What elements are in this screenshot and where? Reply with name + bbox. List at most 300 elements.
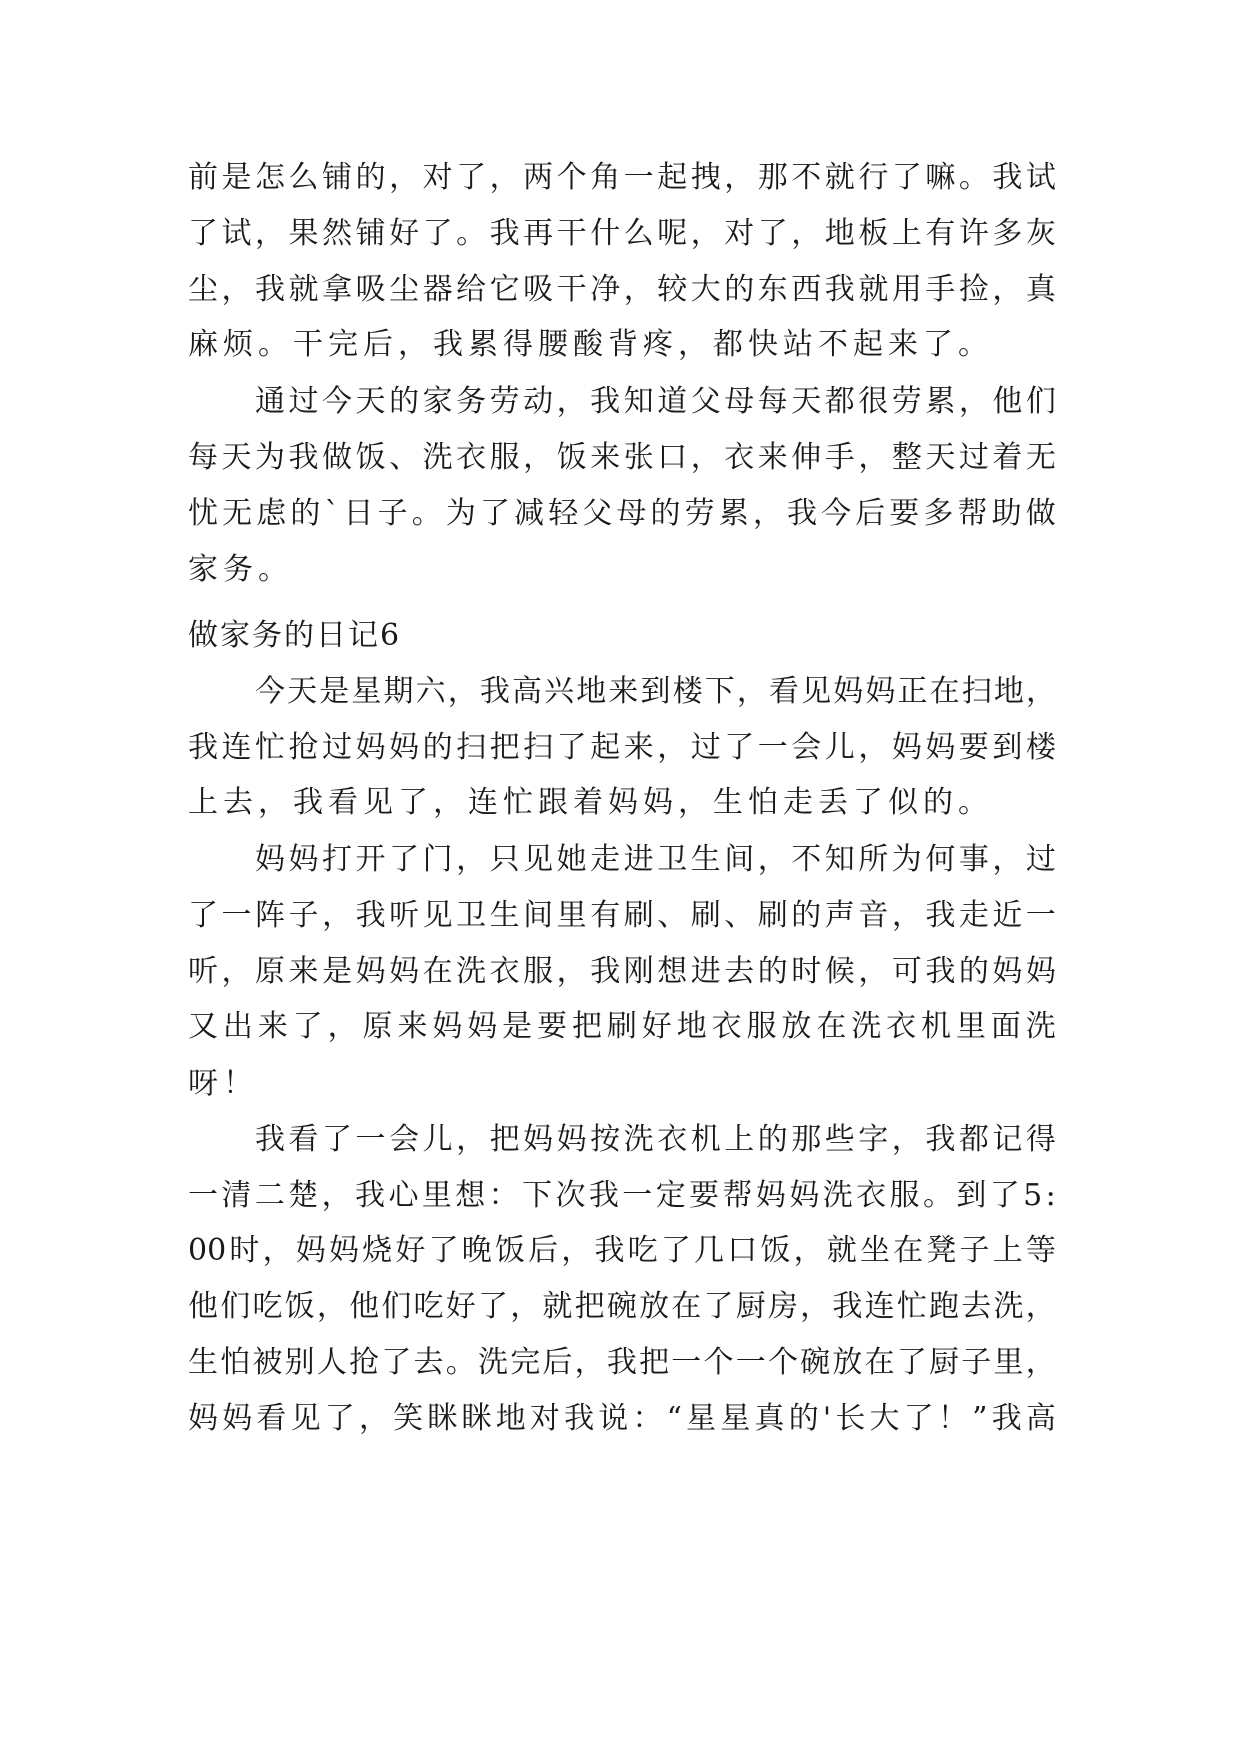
glyph: ， <box>523 440 554 475</box>
glyph: 的 <box>355 160 386 195</box>
glyph: 吃 <box>252 1289 283 1324</box>
glyph: 看 <box>256 1401 287 1436</box>
paragraph-4-line-1 <box>188 840 1056 880</box>
glyph: 一 <box>623 160 654 195</box>
glyph: 动 <box>523 384 554 419</box>
glyph: 一 <box>221 898 252 933</box>
glyph: 。 <box>411 496 442 531</box>
glyph: 把 <box>489 1122 520 1157</box>
glyph: ， <box>736 674 767 709</box>
glyph: 们 <box>381 1289 412 1324</box>
glyph: 楚 <box>288 1178 319 1213</box>
glyph: 我 <box>590 954 621 989</box>
glyph: 务 <box>456 384 487 419</box>
glyph: 了 <box>757 216 788 251</box>
glyph: 什 <box>590 216 621 251</box>
glyph: 劳 <box>891 384 922 419</box>
glyph: 在 <box>893 1233 924 1268</box>
glyph: 看 <box>769 674 799 709</box>
glyph: ， <box>800 1289 831 1324</box>
glyph: 。 <box>958 160 989 195</box>
glyph: 是 <box>221 160 252 195</box>
glyph: 刷 <box>690 898 721 933</box>
glyph: ， <box>724 160 755 195</box>
glyph: 想 <box>455 1178 486 1213</box>
glyph: 对 <box>422 160 453 195</box>
glyph: 帮 <box>722 1178 753 1213</box>
glyph: : <box>1045 1178 1056 1213</box>
glyph: 母 <box>616 496 647 531</box>
glyph: 过 <box>288 384 319 419</box>
glyph: 知 <box>623 384 654 419</box>
glyph: 在 <box>816 1009 847 1044</box>
glyph: ， <box>456 842 487 877</box>
glyph: 的 <box>788 1401 819 1436</box>
glyph: ， <box>556 384 587 419</box>
glyph: 灰 <box>1025 216 1056 251</box>
glyph: 妈 <box>432 1009 463 1044</box>
glyph: 过 <box>690 730 721 765</box>
glyph: 张 <box>623 440 654 475</box>
paragraph-3-line-1 <box>188 672 1056 712</box>
glyph: 衣 <box>856 1178 887 1213</box>
glyph: 候 <box>824 954 855 989</box>
glyph: ： <box>632 1401 663 1436</box>
glyph: 来 <box>623 730 654 765</box>
glyph: 要 <box>537 1009 568 1044</box>
glyph: 是 <box>322 954 353 989</box>
glyph: 都 <box>958 1122 989 1157</box>
glyph: 是 <box>502 1009 533 1044</box>
glyph: 了 <box>479 496 510 531</box>
glyph: 手 <box>925 272 956 307</box>
glyph: 见 <box>523 842 554 877</box>
glyph: 衣 <box>456 440 487 475</box>
glyph: 许 <box>958 216 989 251</box>
glyph: 抢 <box>288 730 319 765</box>
glyph: 了 <box>381 1345 412 1380</box>
glyph: 饭 <box>355 440 386 475</box>
glyph: 二 <box>254 1178 285 1213</box>
glyph: 子 <box>961 1345 992 1380</box>
glyph: 机 <box>690 1122 721 1157</box>
glyph: 两 <box>523 160 554 195</box>
glyph: 忙 <box>896 1289 927 1324</box>
glyph: 不 <box>791 842 822 877</box>
glyph: 厨 <box>735 1289 766 1324</box>
glyph: 的 <box>757 954 788 989</box>
paragraph-5-line-6 <box>188 1399 1056 1439</box>
glyph: 说 <box>598 1401 629 1436</box>
glyph: 。 <box>922 1178 953 1213</box>
glyph: 嘛 <box>925 160 956 195</box>
glyph: 了 <box>703 1289 734 1324</box>
paragraph-4-line-5: 呀！ <box>188 1066 258 1101</box>
glyph: 的 <box>757 1122 788 1157</box>
glyph: 再 <box>523 216 554 251</box>
glyph: 角 <box>590 160 621 195</box>
glyph: 间 <box>724 842 755 877</box>
glyph: 今 <box>255 674 285 709</box>
glyph: 我 <box>255 1122 285 1157</box>
glyph: 就 <box>826 1233 857 1268</box>
glyph: 兴 <box>544 674 575 709</box>
glyph: 上 <box>992 1233 1023 1268</box>
glyph: 助 <box>991 496 1022 531</box>
glyph: 出 <box>222 1009 253 1044</box>
glyph: ` <box>324 496 340 531</box>
glyph: 人 <box>316 1345 347 1380</box>
glyph: 怕 <box>220 1345 251 1380</box>
glyph: 生 <box>188 1345 218 1380</box>
glyph: 有 <box>925 216 956 251</box>
glyph: 面 <box>990 1009 1021 1044</box>
glyph: 我 <box>564 1401 595 1436</box>
glyph: 地 <box>993 674 1024 709</box>
glyph: 衣 <box>711 1009 742 1044</box>
glyph: 在 <box>864 1345 895 1380</box>
glyph: 尘 <box>389 272 420 307</box>
glyph: 在 <box>422 954 453 989</box>
glyph: 我 <box>991 1401 1022 1436</box>
glyph: 地 <box>576 674 607 709</box>
glyph: 打 <box>322 842 353 877</box>
glyph: ， <box>561 1233 592 1268</box>
glyph: 连 <box>864 1289 895 1324</box>
glyph: 拿 <box>322 272 353 307</box>
glyph: 看 <box>288 1122 319 1157</box>
glyph: 放 <box>832 1345 863 1380</box>
glyph: 妈 <box>295 1233 326 1268</box>
glyph: 儿 <box>824 730 855 765</box>
glyph: 个 <box>703 1345 734 1380</box>
glyph: 前 <box>188 160 218 195</box>
glyph: 把 <box>489 730 520 765</box>
glyph: 了 <box>322 1122 353 1157</box>
glyph: 走 <box>590 842 621 877</box>
glyph: 正 <box>897 674 928 709</box>
paragraph-5-line-1 <box>188 1120 1056 1160</box>
glyph: 了 <box>891 160 922 195</box>
glyph: 机 <box>921 1009 952 1044</box>
glyph: ， <box>358 1401 389 1436</box>
glyph: 知 <box>824 842 855 877</box>
glyph: 下 <box>522 1178 553 1213</box>
glyph: 衣 <box>724 440 755 475</box>
glyph: 音 <box>858 898 889 933</box>
glyph: 做 <box>1025 496 1056 531</box>
glyph: 我 <box>590 384 621 419</box>
glyph: 卫 <box>657 842 688 877</box>
glyph: 要 <box>889 496 920 531</box>
glyph: 都 <box>824 384 855 419</box>
glyph: 吃 <box>627 1233 658 1268</box>
glyph: ， <box>958 384 989 419</box>
glyph: 到 <box>956 1178 987 1213</box>
glyph: 原 <box>362 1009 393 1044</box>
glyph: 、 <box>657 898 688 933</box>
glyph: 到 <box>992 730 1023 765</box>
glyph: 我 <box>288 440 319 475</box>
glyph: 跑 <box>929 1289 960 1324</box>
glyph: 高 <box>1025 1401 1056 1436</box>
glyph: 放 <box>639 1289 670 1324</box>
glyph: 今 <box>322 384 353 419</box>
glyph: 连 <box>221 730 252 765</box>
glyph: 后 <box>528 1233 559 1268</box>
glyph: 干 <box>556 272 587 307</box>
glyph: 见 <box>290 1401 321 1436</box>
glyph: 劳 <box>489 384 520 419</box>
glyph: 妈 <box>556 1122 587 1157</box>
glyph: 了 <box>556 730 587 765</box>
glyph: 吃 <box>413 1289 444 1324</box>
glyph: 做 <box>322 440 353 475</box>
glyph: 为 <box>891 842 922 877</box>
glyph: 我 <box>489 216 520 251</box>
glyph: 来 <box>757 440 788 475</box>
glyph: 帮 <box>957 496 988 531</box>
glyph: 按 <box>590 1122 621 1157</box>
glyph: 下 <box>704 674 735 709</box>
glyph: 来 <box>397 1009 428 1044</box>
glyph: ， <box>221 954 252 989</box>
glyph: 里 <box>993 1345 1024 1380</box>
glyph: ， <box>255 216 286 251</box>
glyph: 伸 <box>791 440 822 475</box>
glyph: 累 <box>925 384 956 419</box>
glyph: 天 <box>791 384 822 419</box>
glyph: 只 <box>489 842 520 877</box>
glyph: 妈 <box>389 954 420 989</box>
glyph: 减 <box>514 496 545 531</box>
glyph: 真 <box>1025 272 1056 307</box>
paragraph-1-line-2 <box>188 214 1056 254</box>
glyph: ， <box>221 272 252 307</box>
glyph: 我 <box>588 1178 619 1213</box>
glyph: 一 <box>757 730 788 765</box>
glyph: 是 <box>319 674 350 709</box>
glyph: 通 <box>255 384 285 419</box>
glyph: 了 <box>324 1401 355 1436</box>
glyph: 了 <box>456 160 487 195</box>
glyph: 地 <box>824 216 855 251</box>
glyph: 5 <box>1023 1178 1043 1213</box>
glyph: 卫 <box>456 898 487 933</box>
glyph: ， <box>456 1122 487 1157</box>
glyph: 着 <box>992 440 1023 475</box>
glyph: 、 <box>389 440 420 475</box>
glyph: ， <box>752 496 783 531</box>
glyph: 天 <box>221 440 252 475</box>
glyph: 要 <box>689 1178 720 1213</box>
glyph: 时 <box>229 1233 260 1268</box>
glyph: 今 <box>821 496 852 531</box>
glyph: ， <box>1026 674 1056 709</box>
paragraph-3-line-3: 上去，我看见了，连忙跟着妈妈，生怕走丢了似的。 <box>188 785 993 820</box>
glyph: 又 <box>188 1009 218 1044</box>
glyph: 我 <box>594 1233 625 1268</box>
glyph: 刷 <box>606 1009 637 1044</box>
glyph: 的 <box>724 272 755 307</box>
glyph: 、 <box>724 898 755 933</box>
glyph: 服 <box>746 1009 777 1044</box>
glyph: 的 <box>290 496 321 531</box>
glyph: 我 <box>355 898 386 933</box>
glyph: ， <box>556 954 587 989</box>
glyph: 进 <box>623 842 654 877</box>
glyph: 里 <box>556 898 587 933</box>
glyph: 地 <box>676 1009 707 1044</box>
glyph: 那 <box>757 160 788 195</box>
glyph: 了 <box>422 216 453 251</box>
glyph: 试 <box>221 216 252 251</box>
paragraph-3-line-2 <box>188 728 1056 768</box>
glyph: 我 <box>355 1178 386 1213</box>
glyph: 衣 <box>489 954 520 989</box>
glyph: 父 <box>690 384 721 419</box>
glyph: 每 <box>757 384 788 419</box>
glyph: 它 <box>489 272 520 307</box>
glyph: 衣 <box>657 1122 688 1157</box>
glyph: ， <box>1025 1289 1056 1324</box>
glyph: ， <box>489 160 520 195</box>
glyph: 个 <box>767 1345 798 1380</box>
glyph: 妈 <box>865 674 896 709</box>
glyph: 凳 <box>926 1233 957 1268</box>
glyph: ， <box>757 842 788 877</box>
glyph: 高 <box>512 674 542 709</box>
glyph: 轻 <box>548 496 579 531</box>
glyph: 服 <box>523 954 554 989</box>
glyph: ， <box>1025 1345 1056 1380</box>
glyph: ， <box>574 1345 605 1380</box>
glyph: 不 <box>791 160 822 195</box>
glyph: 他 <box>188 1289 218 1324</box>
glyph: 来 <box>288 954 319 989</box>
glyph: 别 <box>284 1345 315 1380</box>
glyph: 服 <box>889 1178 920 1213</box>
glyph: 去 <box>413 1345 444 1380</box>
glyph: 无 <box>222 496 253 531</box>
glyph: 我 <box>255 272 286 307</box>
glyph: 在 <box>929 674 960 709</box>
glyph: 起 <box>657 160 688 195</box>
glyph: 。 <box>445 1345 476 1380</box>
glyph: ， <box>657 730 688 765</box>
paragraph-1-line-3 <box>188 270 1056 310</box>
glyph: 妈 <box>255 842 285 877</box>
glyph: 近 <box>992 898 1023 933</box>
glyph: 在 <box>671 1289 702 1324</box>
glyph: 生 <box>489 898 520 933</box>
paragraph-4-line-3 <box>188 952 1056 992</box>
glyph: 我 <box>925 1122 956 1157</box>
glyph: 有 <box>590 898 621 933</box>
glyph: 上 <box>891 216 922 251</box>
glyph: 来 <box>257 1009 288 1044</box>
glyph: 上 <box>724 1122 755 1157</box>
paragraph-4-line-4 <box>188 1007 1056 1047</box>
glyph: 几 <box>694 1233 724 1268</box>
glyph: 他 <box>992 384 1023 419</box>
glyph: 饭 <box>556 440 587 475</box>
glyph: 忧 <box>188 496 218 531</box>
glyph: 烧 <box>362 1233 393 1268</box>
glyph: 整 <box>891 440 922 475</box>
glyph: 些 <box>824 1122 855 1157</box>
glyph: 子 <box>377 496 408 531</box>
glyph: 那 <box>791 1122 822 1157</box>
glyph: 道 <box>657 384 688 419</box>
section-heading: 做家务的日记6 <box>188 618 402 653</box>
glyph: 我 <box>786 496 817 531</box>
glyph: 声 <box>824 898 855 933</box>
glyph: 多 <box>923 496 954 531</box>
glyph: 饭 <box>284 1289 315 1324</box>
glyph: ， <box>992 272 1023 307</box>
glyph: 听 <box>389 898 420 933</box>
glyph: 了 <box>989 1178 1020 1213</box>
glyph: 了 <box>724 730 755 765</box>
paragraph-5-line-4 <box>188 1287 1056 1327</box>
glyph: 劳 <box>684 496 715 531</box>
glyph: 期 <box>383 674 414 709</box>
glyph: 给 <box>456 272 487 307</box>
glyph: 净 <box>590 272 621 307</box>
glyph: 妈 <box>992 954 1023 989</box>
glyph: ！ <box>937 1401 968 1436</box>
glyph: 起 <box>590 730 621 765</box>
glyph: ： <box>488 1178 519 1213</box>
glyph: 生 <box>690 842 721 877</box>
glyph: 忙 <box>255 730 286 765</box>
glyph: 他 <box>349 1289 380 1324</box>
glyph: 个 <box>556 160 587 195</box>
glyph: 母 <box>724 384 755 419</box>
glyph: 一 <box>735 1345 766 1380</box>
glyph: 铺 <box>355 216 386 251</box>
glyph: 么 <box>623 216 654 251</box>
glyph: 洗 <box>422 440 453 475</box>
glyph: ， <box>858 730 889 765</box>
glyph: 星 <box>686 1401 717 1436</box>
glyph: 怎 <box>255 160 286 195</box>
glyph: 拽 <box>690 160 721 195</box>
glyph: 妈 <box>891 730 922 765</box>
glyph: 多 <box>992 216 1023 251</box>
paragraph-1-line-1 <box>188 158 1056 198</box>
glyph: 开 <box>355 842 386 877</box>
glyph: 楼 <box>672 674 703 709</box>
glyph: 大 <box>869 1401 900 1436</box>
glyph: 会 <box>389 1122 420 1157</box>
glyph: 为 <box>255 440 286 475</box>
glyph: 服 <box>489 440 520 475</box>
glyph: 洗 <box>1025 1009 1056 1044</box>
glyph: 坐 <box>859 1233 890 1268</box>
glyph: ， <box>447 674 478 709</box>
glyph: 果 <box>288 216 319 251</box>
glyph: 手 <box>824 440 855 475</box>
glyph: 了 <box>477 1289 508 1324</box>
glyph: 好 <box>389 216 420 251</box>
glyph: 了 <box>389 842 420 877</box>
glyph: ， <box>262 1233 293 1268</box>
glyph: 为 <box>445 496 476 531</box>
glyph: 我 <box>479 674 510 709</box>
glyph: 们 <box>220 1289 251 1324</box>
